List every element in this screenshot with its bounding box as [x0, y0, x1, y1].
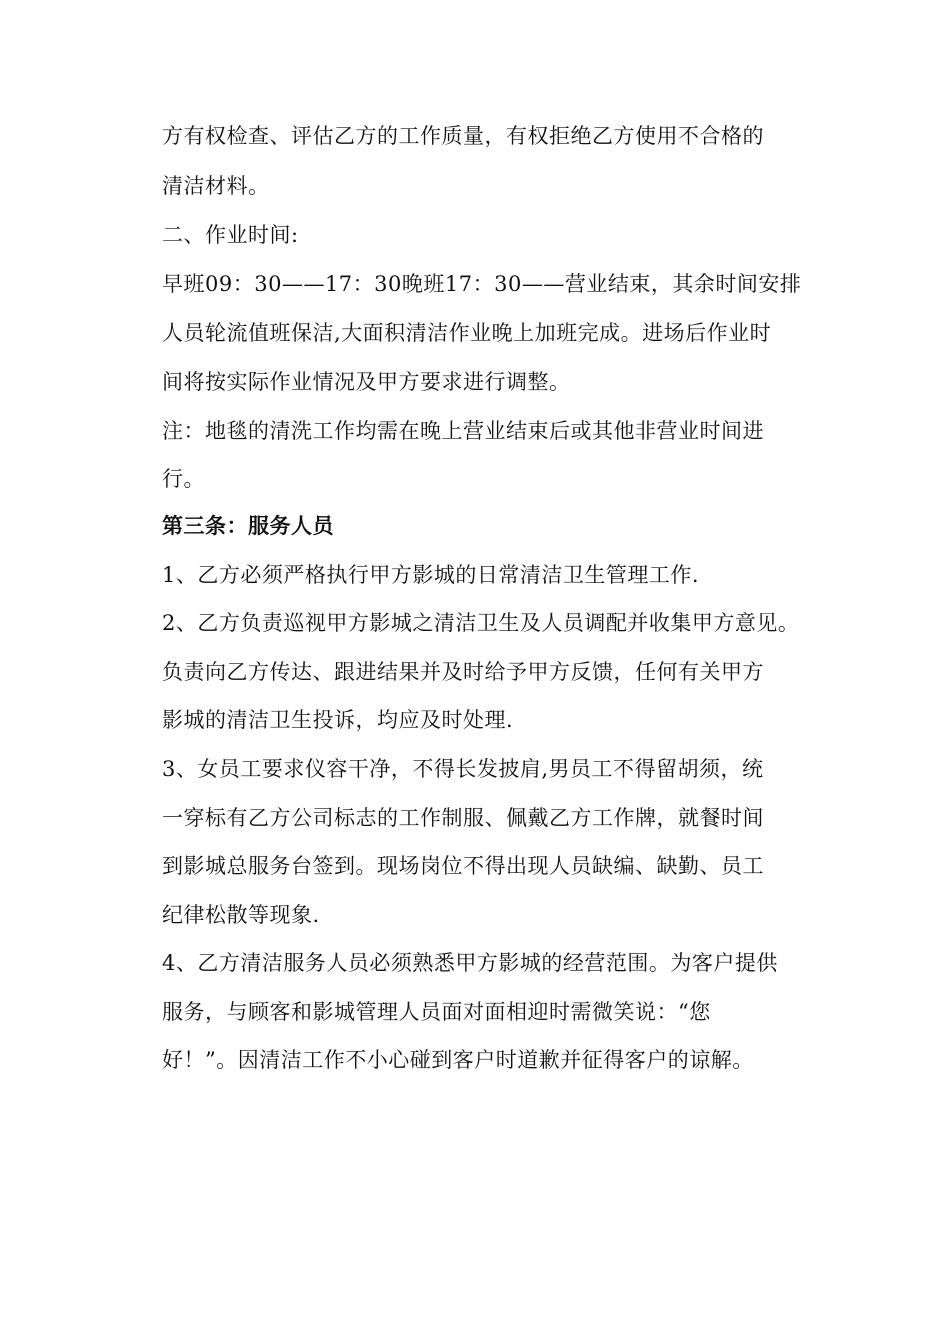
paragraph-line: 行。	[162, 467, 205, 491]
paragraph-line: 纪律松散等现象.	[162, 903, 320, 927]
paragraph-line: 一穿标有乙方公司标志的工作制服、佩戴乙方工作牌，就餐时间	[162, 806, 764, 830]
paragraph-line: 早班09：30——17：30晚班17：30——营业结束，其余时间安排	[162, 272, 802, 296]
paragraph-line: 服务，与顾客和影城管理人员面对面相迎时需微笑说：“您	[162, 1000, 711, 1024]
paragraph-line: 方有权检查、评估乙方的工作质量，有权拒绝乙方使用不合格的	[162, 124, 764, 148]
paragraph-line: 间将按实际作业情况及甲方要求进行调整。	[162, 370, 571, 394]
article-heading: 第三条：服务人员	[162, 514, 334, 538]
section-heading: 二、作业时间:	[162, 223, 299, 247]
paragraph-line: 注：地毯的清洗工作均需在晚上营业结束后或其他非营业时间进	[162, 419, 764, 443]
paragraph-line: 2、乙方负责巡视甲方影城之清洁卫生及人员调配并收集甲方意见。	[162, 611, 800, 635]
paragraph-line: 影城的清洁卫生投诉，均应及时处理.	[162, 708, 514, 732]
paragraph-line: 4、乙方清洁服务人员必须熟悉甲方影城的经营范围。为客户提供	[162, 951, 778, 975]
paragraph-line: 好！”。因清洁工作不小心碰到客户时道歉并征得客户的谅解。	[162, 1048, 754, 1072]
paragraph-line: 人员轮流值班保洁,大面积清洁作业晚上加班完成。进场后作业时	[162, 321, 772, 345]
paragraph-line: 清洁材料。	[162, 174, 270, 198]
paragraph-line: 1、乙方必须严格执行甲方影城的日常清洁卫生管理工作.	[162, 563, 700, 587]
paragraph-line: 3、女员工要求仪容干净，不得长发披肩,男员工不得留胡须，统	[162, 757, 764, 781]
paragraph-line: 负责向乙方传达、跟进结果并及时给予甲方反馈，任何有关甲方	[162, 660, 764, 684]
paragraph-line: 到影城总服务台签到。现场岗位不得出现人员缺编、缺勤、员工	[162, 854, 764, 878]
